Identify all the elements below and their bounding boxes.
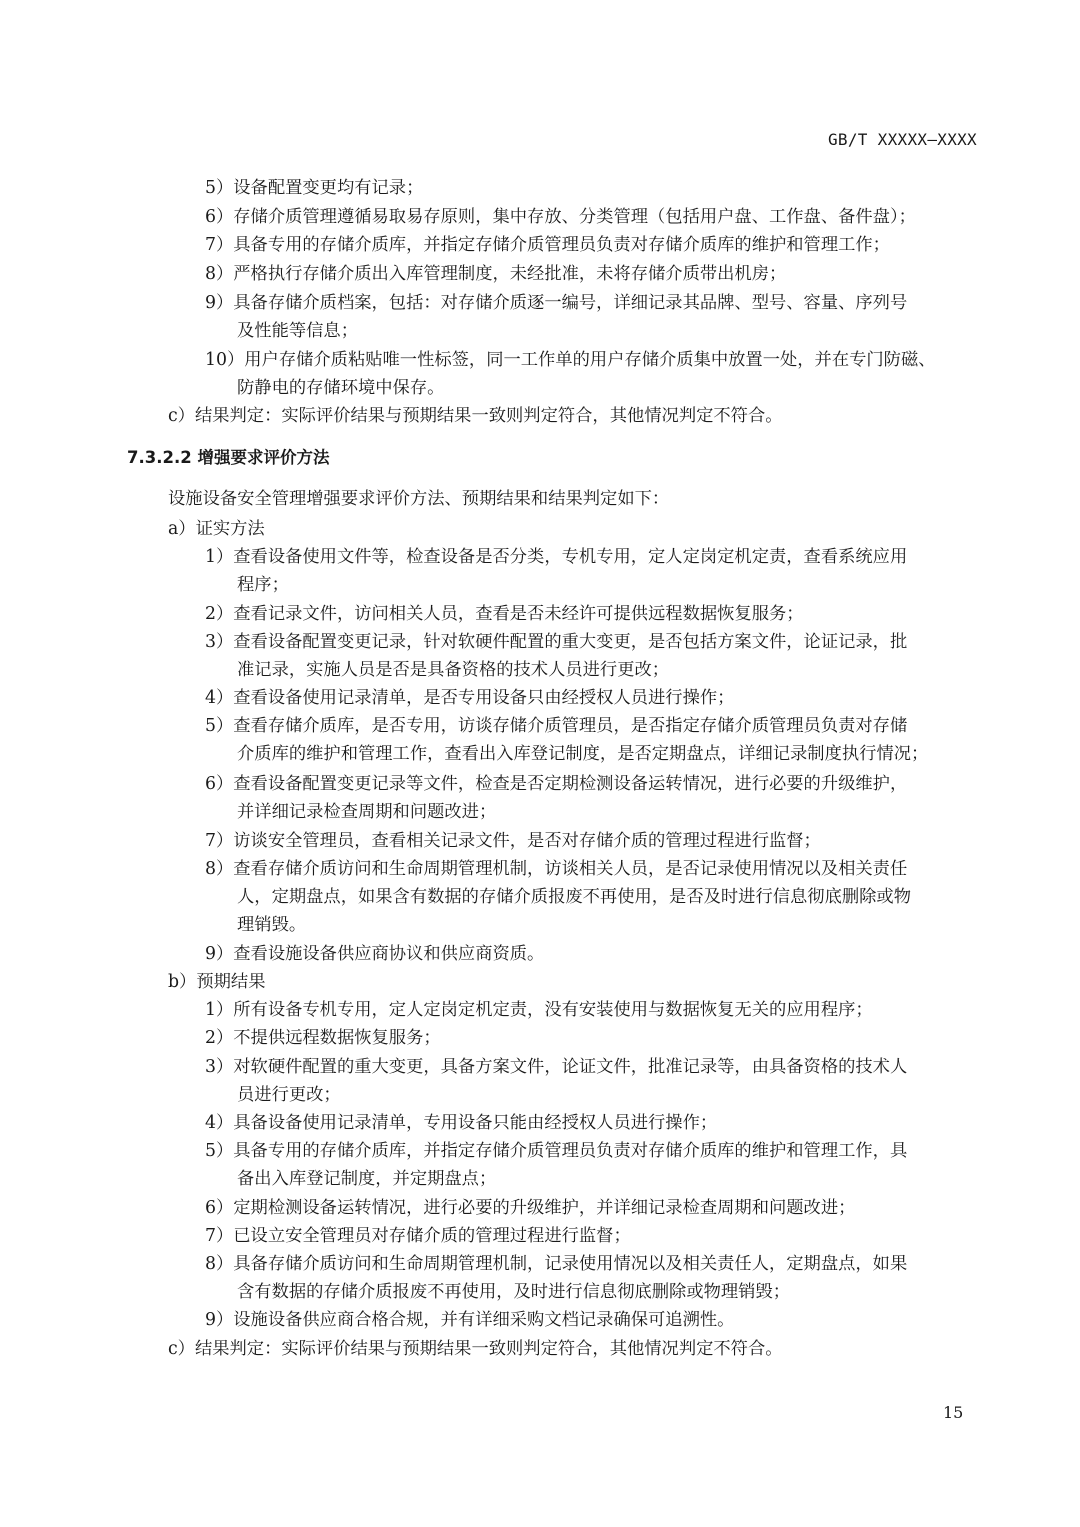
list-item: 5）具备专用的存储介质库，并指定存储介质管理员负责对存储介质库的维护和管理工作，具 xyxy=(205,1141,908,1161)
list-item-continuation: 理销毁。 xyxy=(237,915,307,935)
list-item: a）证实方法 xyxy=(168,519,265,539)
list-item: 3）查看设备配置变更记录，针对软硬件配置的重大变更，是否包括方案文件，论证记录，批 xyxy=(205,632,908,652)
list-item: 2）查看记录文件，访问相关人员，查看是否未经许可提供远程数据恢复服务； xyxy=(205,604,804,624)
section-heading: 7.3.2.2 增强要求评价方法 xyxy=(127,448,330,467)
list-item: 6）查看设备配置变更记录等文件，检查是否定期检测设备运转情况，进行必要的升级维护， xyxy=(205,774,908,794)
list-item: 7）已设立安全管理员对存储介质的管理过程进行监督； xyxy=(205,1226,631,1246)
list-item: 7）访谈安全管理员，查看相关记录文件，是否对存储介质的管理过程进行监督； xyxy=(205,831,821,851)
list-item-continuation: 并详细记录检查周期和问题改进； xyxy=(237,802,497,822)
list-item: 3）对软硬件配置的重大变更，具备方案文件，论证文件，批准记录等，由具备资格的技术人 xyxy=(205,1057,908,1077)
page-number: 15 xyxy=(943,1403,964,1422)
list-item: b）预期结果 xyxy=(168,972,266,992)
list-item: 9）查看设施设备供应商协议和供应商资质。 xyxy=(205,944,545,964)
list-item: c）结果判定：实际评价结果与预期结果一致则判定符合，其他情况判定不符合。 xyxy=(168,1339,783,1359)
standard-number: GB/T XXXXX—XXXX xyxy=(828,130,977,149)
list-item: c）结果判定：实际评价结果与预期结果一致则判定符合，其他情况判定不符合。 xyxy=(168,406,783,426)
list-item: 1）查看设备使用文件等，检查设备是否分类，专机专用，定人定岗定机定责，查看系统应用 xyxy=(205,547,908,567)
list-item: 5）查看存储介质库，是否专用，访谈存储介质管理员，是否指定存储介质管理员负责对存储 xyxy=(205,716,908,736)
paragraph: 设施设备安全管理增强要求评价方法、预期结果和结果判定如下： xyxy=(168,489,670,509)
list-item: 7）具备专用的存储介质库，并指定存储介质管理员负责对存储介质库的维护和管理工作； xyxy=(205,235,890,255)
list-item-continuation: 及性能等信息； xyxy=(237,321,358,341)
list-item: 9）设施设备供应商合格合规，并有详细采购文档记录确保可追溯性。 xyxy=(205,1310,735,1330)
list-item: 4）具备设备使用记录清单，专用设备只能由经授权人员进行操作； xyxy=(205,1113,718,1133)
list-item: 2）不提供远程数据恢复服务； xyxy=(205,1028,441,1048)
list-item: 10）用户存储介质粘贴唯一性标签，同一工作单的用户存储介质集中放置一处，并在专门防磁、 xyxy=(205,350,936,370)
list-item-continuation: 准记录，实施人员是否是具备资格的技术人员进行更改； xyxy=(237,660,670,680)
list-item: 6）存储介质管理遵循易取易存原则，集中存放、分类管理（包括用户盘、工作盘、备件盘）； xyxy=(205,207,916,227)
list-item-continuation: 防静电的存储环境中保存。 xyxy=(237,378,445,398)
list-item: 5）设备配置变更均有记录； xyxy=(205,178,424,198)
list-item-continuation: 程序； xyxy=(237,575,289,595)
list-item-continuation: 人，定期盘点，如果含有数据的存储介质报废不再使用，是否及时进行信息彻底删除或物 xyxy=(237,887,911,907)
list-item-continuation: 员进行更改； xyxy=(237,1085,341,1105)
list-item-continuation: 介质库的维护和管理工作，查看出入库登记制度，是否定期盘点，详细记录制度执行情况； xyxy=(237,744,929,764)
list-item: 4）查看设备使用记录清单，是否专用设备只由经授权人员进行操作； xyxy=(205,688,735,708)
list-item-continuation: 含有数据的存储介质报废不再使用，及时进行信息彻底删除或物理销毁； xyxy=(237,1282,791,1302)
list-item: 1）所有设备专机专用，定人定岗定机定责，没有安装使用与数据恢复无关的应用程序； xyxy=(205,1000,873,1020)
list-item: 8）查看存储介质访问和生命周期管理机制，访谈相关人员，是否记录使用情况以及相关责任 xyxy=(205,859,908,879)
list-item: 8）严格执行存储介质出入库管理制度，未经批准，未将存储介质带出机房； xyxy=(205,264,787,284)
list-item: 9）具备存储介质档案，包括：对存储介质逐一编号，详细记录其品牌、型号、容量、序列号 xyxy=(205,293,908,313)
list-item: 8）具备存储介质访问和生命周期管理机制，记录使用情况以及相关责任人，定期盘点，如果 xyxy=(205,1254,908,1274)
list-item-continuation: 备出入库登记制度，并定期盘点； xyxy=(237,1169,497,1189)
list-item: 6）定期检测设备运转情况，进行必要的升级维护，并详细记录检查周期和问题改进； xyxy=(205,1198,856,1218)
